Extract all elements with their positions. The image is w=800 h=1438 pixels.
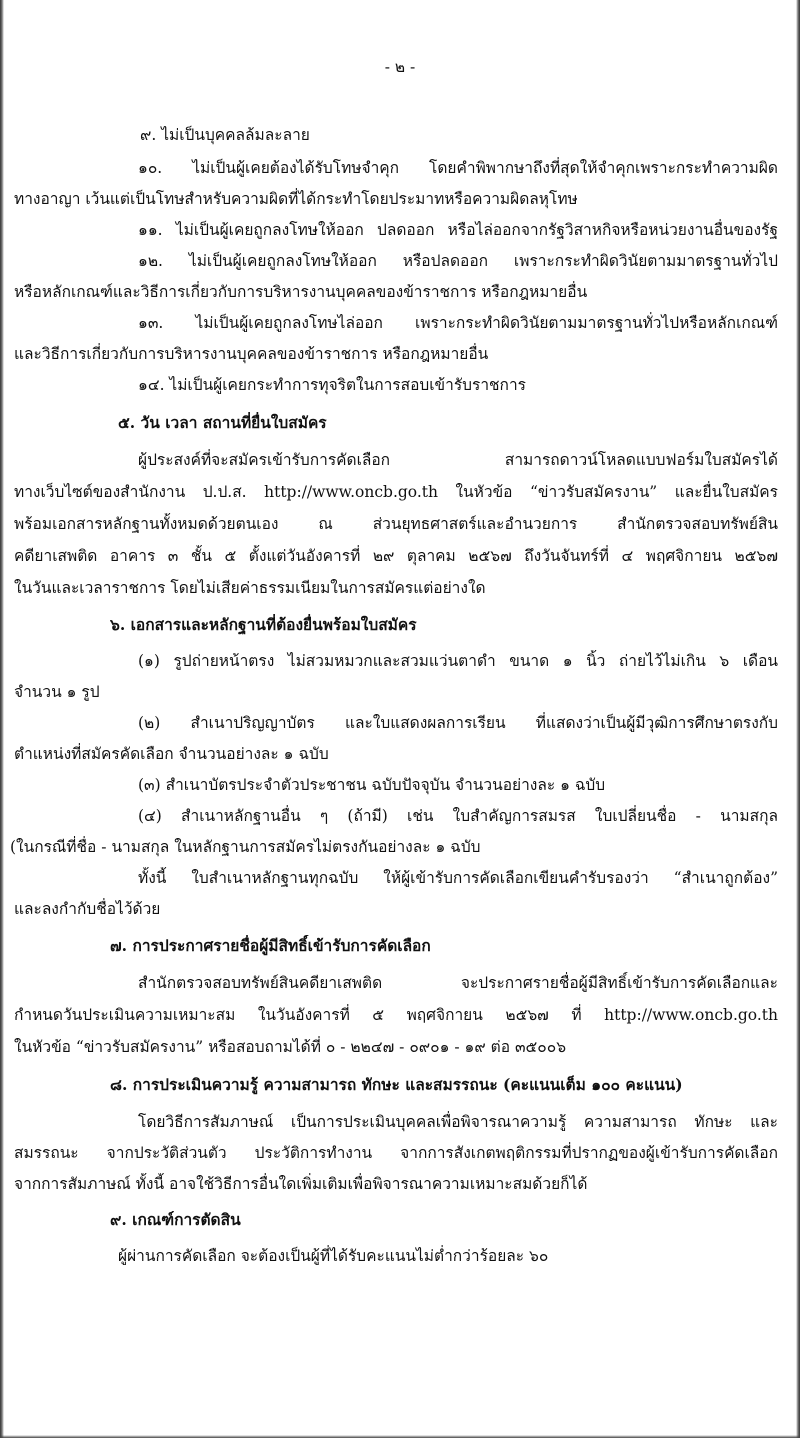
document-item-2-cont: ตำแหน่งที่สมัครคัดเลือก จำนวนอย่างละ ๑ ฉบับ <box>14 745 329 763</box>
document-item-1: (๑) รูปถ่ายหน้าตรง ไม่สวมหมวกและสวมแว่นตาดำ ขนาด ๑ นิ้ว ถ่ายไว้ไม่เกิน ๖ เดือน <box>138 652 778 670</box>
section-6-heading: ๖. เอกสารและหลักฐานที่ต้องยื่นพร้อมใบสมัคร <box>110 615 417 634</box>
section-6-note-cont: และลงกำกับชื่อไว้ด้วย <box>14 900 161 918</box>
section-7-line: กำหนดวันประเมินความเหมาะสม ในวันอังคารที่ ๕ พฤศจิกายน ๒๕๖๗ ที่ http://www.oncb.go.th <box>14 1006 778 1024</box>
section-9-heading: ๙. เกณฑ์การตัดสิน <box>110 1210 241 1229</box>
section-8-line: สมรรถนะ จากประวัติส่วนตัว ประวัติการทำงาน จากการสังเกตพฤติกรรมที่ปรากฏของผู้เข้ารับการคัดเลือก <box>14 1144 778 1162</box>
section-9-text: ผู้ผ่านการคัดเลือก จะต้องเป็นผู้ที่ได้รับคะแนนไม่ต่ำกว่าร้อยละ ๖๐ <box>118 1247 549 1265</box>
scan-edge-right <box>796 0 800 1438</box>
section-7-line: สำนักตรวจสอบทรัพย์สินคดียาเสพติด จะประกาศรายชื่อผู้มีสิทธิ์เข้ารับการคัดเลือกและ <box>138 974 778 992</box>
section-8-line: จากการสัมภาษณ์ ทั้งนี้ อาจใช้วิธีการอื่นใดเพิ่มเติมเพื่อพิจารณาความเหมาะสมด้วยก็ได้ <box>14 1175 588 1193</box>
document-item-3: (๓) สำเนาบัตรประจำตัวประชาชน ฉบับปัจจุบัน จำนวนอย่างละ ๑ ฉบับ <box>138 776 606 794</box>
qualification-item-10-cont: ทางอาญา เว้นแต่เป็นโทษสำหรับความผิดที่ได้กระทำโดยประมาทหรือความผิดลหุโทษ <box>14 190 578 208</box>
document-item-4-cont: (ในกรณีที่ชื่อ - นามสกุล ในหลักฐานการสมัครไม่ตรงกันอย่างละ ๑ ฉบับ <box>10 838 481 856</box>
document-item-4: (๔) สำเนาหลักฐานอื่น ๆ (ถ้ามี) เช่น ใบสำคัญการสมรส ใบเปลี่ยนชื่อ - นามสกุล <box>138 807 778 825</box>
qualification-item-12-cont: หรือหลักเกณฑ์และวิธีการเกี่ยวกับการบริหารงานบุคคลของข้าราชการ หรือกฎหมายอื่น <box>14 283 588 301</box>
qualification-item-10: ๑๐. ไม่เป็นผู้เคยต้องได้รับโทษจำคุก โดยคำพิพากษาถึงที่สุดให้จำคุกเพราะกระทำความผิด <box>138 159 778 177</box>
section-5-line: ทางเว็บไซต์ของสำนักงาน ป.ป.ส. http://www.oncb.go.th ในหัวข้อ “ข่าวรับสมัครงาน” และยื่นใบสมัคร <box>14 483 778 501</box>
qualification-item-13-cont: และวิธีการเกี่ยวกับการบริหารงานบุคคลของข้าราชการ หรือกฎหมายอื่น <box>14 345 489 363</box>
section-6-note: ทั้งนี้ ใบสำเนาหลักฐานทุกฉบับ ให้ผู้เข้ารับการคัดเลือกเขียนคำรับรองว่า “สำเนาถูกต้อง” <box>138 869 778 887</box>
section-8-line: โดยวิธีการสัมภาษณ์ เป็นการประเมินบุคคลเพื่อพิจารณาความรู้ ความสามารถ ทักษะ และ <box>138 1113 778 1131</box>
document-item-1-cont: จำนวน ๑ รูป <box>14 683 100 701</box>
qualification-item-11: ๑๑. ไม่เป็นผู้เคยถูกลงโทษให้ออก ปลดออก หรือไล่ออกจากรัฐวิสาหกิจหรือหน่วยงานอื่นของรัฐ <box>138 221 778 239</box>
section-5-heading: ๕. วัน เวลา สถานที่ยื่นใบสมัคร <box>118 413 327 432</box>
section-8-heading: ๘. การประเมินความรู้ ความสามารถ ทักษะ และสมรรถนะ (คะแนนเต็ม ๑๐๐ คะแนน) <box>110 1075 683 1094</box>
qualification-item-12: ๑๒. ไม่เป็นผู้เคยถูกลงโทษให้ออก หรือปลดออก เพราะกระทำผิดวินัยตามมาตรฐานทั่วไป <box>138 252 778 270</box>
section-7-line: ในหัวข้อ “ข่าวรับสมัครงาน” หรือสอบถามได้ที่ ๐ - ๒๒๔๗ - ๐๙๐๑ - ๑๙ ต่อ ๓๕๐๐๖ <box>14 1038 567 1056</box>
qualification-item-13: ๑๓. ไม่เป็นผู้เคยถูกลงโทษไล่ออก เพราะกระทำผิดวินัยตามมาตรฐานทั่วไปหรือหลักเกณฑ์ <box>138 314 778 332</box>
section-5-line: พร้อมเอกสารหลักฐานทั้งหมดด้วยตนเอง ณ ส่วนยุทธศาสตร์และอำนวยการ สำนักตรวจสอบทรัพย์สิน <box>14 515 778 533</box>
section-5-line: คดียาเสพติด อาคาร ๓ ชั้น ๕ ตั้งแต่วันอังคารที่ ๒๙ ตุลาคม ๒๕๖๗ ถึงวันจันทร์ที่ ๔ พฤศจิกายน ๒๕๖๗ <box>14 547 778 565</box>
qualification-item-14: ๑๔. ไม่เป็นผู้เคยกระทำการทุจริตในการสอบเข้ารับราชการ <box>138 376 526 394</box>
qualification-item-9: ๙. ไม่เป็นบุคคลล้มละลาย <box>140 126 310 144</box>
section-5-line: ผู้ประสงค์ที่จะสมัครเข้ารับการคัดเลือก สามารถดาวน์โหลดแบบฟอร์มใบสมัครได้ <box>138 451 778 469</box>
document-item-2: (๒) สำเนาปริญญาบัตร และใบแสดงผลการเรียน ที่แสดงว่าเป็นผู้มีวุฒิการศึกษาตรงกับ <box>138 714 778 732</box>
page-number: - ๒ - <box>384 58 416 76</box>
section-7-heading: ๗. การประกาศรายชื่อผู้มีสิทธิ์เข้ารับการคัดเลือก <box>110 936 431 955</box>
scan-edge-left <box>0 0 4 1438</box>
section-5-line: ในวันและเวลาราชการ โดยไม่เสียค่าธรรมเนียมในการสมัครแต่อย่างใด <box>14 579 486 597</box>
